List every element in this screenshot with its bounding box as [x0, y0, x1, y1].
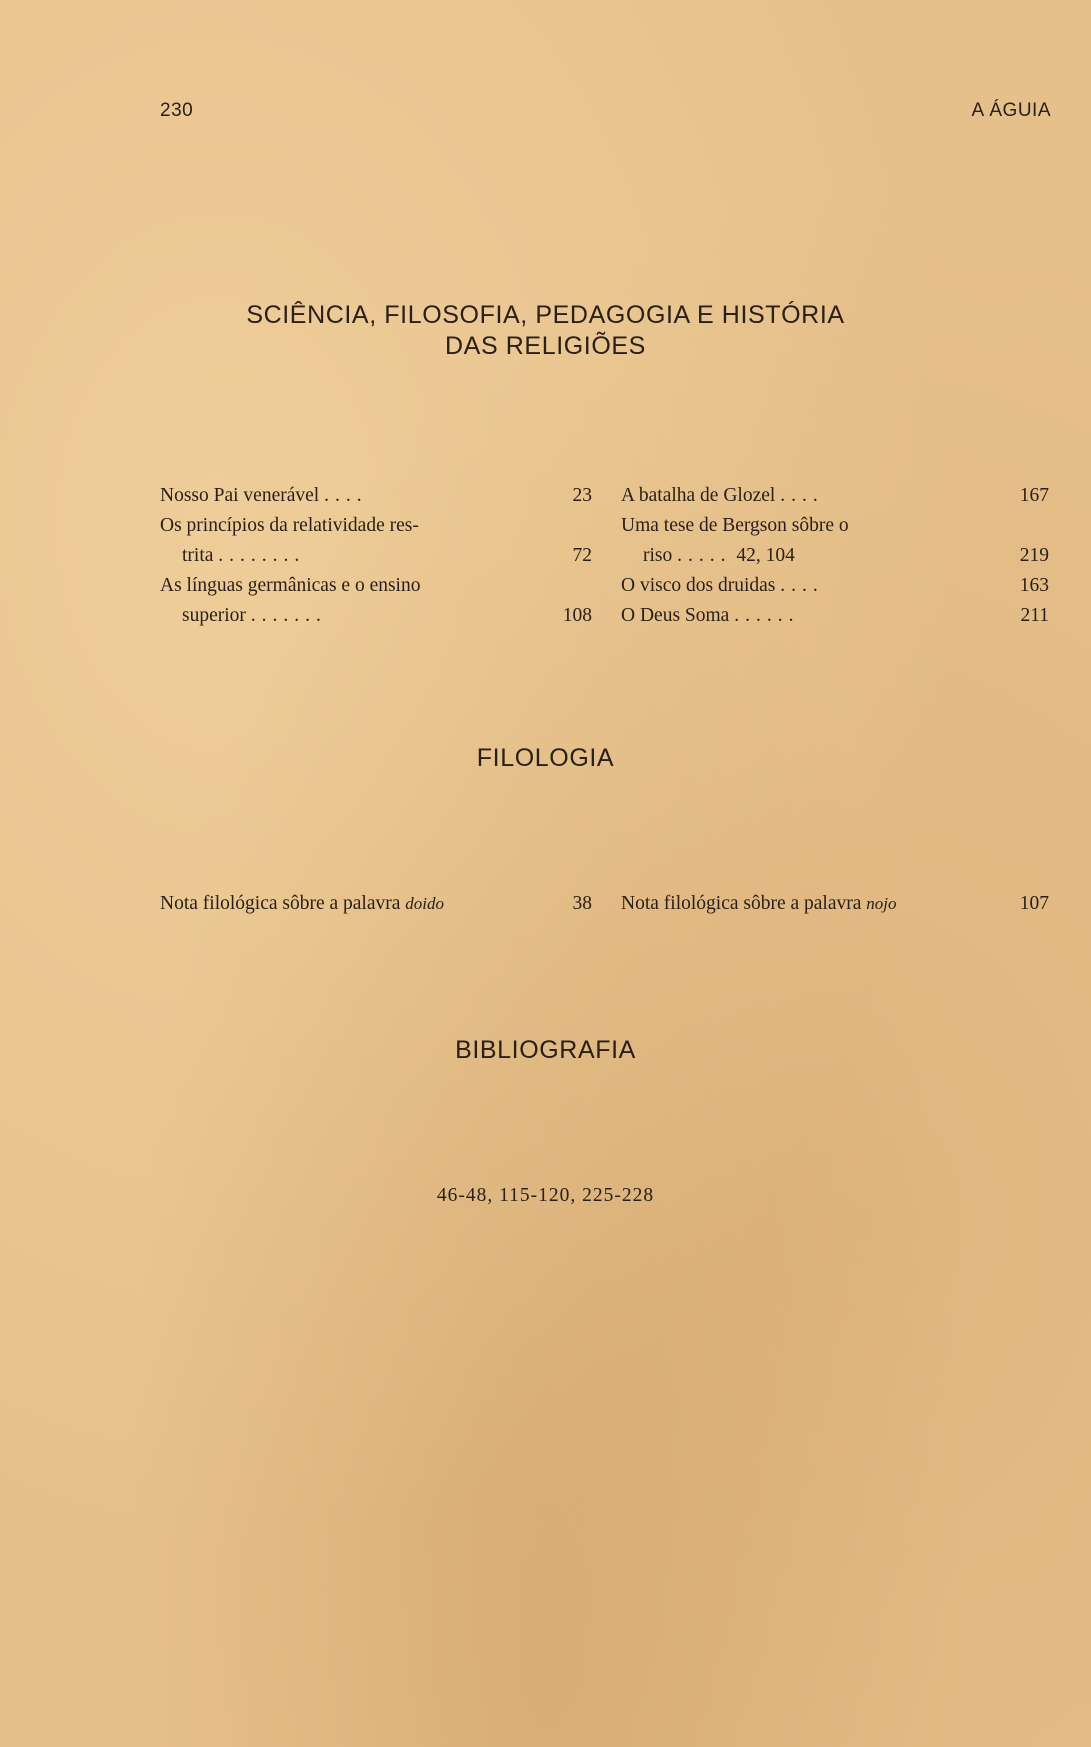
index-entry: [621, 541, 1049, 571]
page-number: 230: [160, 100, 194, 121]
entry-page: 107: [1019, 893, 1049, 914]
index-entry: [160, 601, 592, 631]
entry-title: A batalha de Glozel: [621, 485, 776, 506]
entry-title: Nota filológica sôbre a palavra: [621, 893, 862, 914]
leader-dots: ........: [218, 545, 306, 566]
entry-page: 23: [572, 485, 592, 506]
entry-word: nojo: [866, 894, 897, 913]
entry-title-line2: trita: [182, 545, 214, 566]
section-title-filologia: FILOLOGIA: [476, 744, 615, 772]
index-entry: [160, 893, 592, 915]
entry-page: 38: [572, 893, 592, 914]
leader-dots: .......: [250, 605, 327, 626]
entry-title-line1: Os princípios da relatividade res-: [160, 515, 419, 536]
index-entry: [621, 601, 1049, 631]
entry-title: Nosso Pai venerável: [160, 485, 320, 506]
leader-dots: ......: [734, 605, 800, 626]
index-entry: [621, 481, 1049, 511]
section-title-bibliografia: BIBLIOGRAFIA: [455, 1036, 636, 1064]
entry-page: 167: [1019, 485, 1049, 506]
entry-page: 163: [1019, 575, 1049, 596]
leader-dots: .....: [677, 545, 732, 566]
index-entry: [160, 541, 592, 571]
section-title-sciencia: [0, 300, 1091, 363]
bibliography-pages: 46-48, 115-120, 225-228: [436, 1185, 655, 1206]
entry-page: 211: [1020, 605, 1049, 626]
entry-title-line2: superior: [182, 605, 246, 626]
leader-dots: ....: [324, 485, 368, 506]
entry-page: 108: [562, 605, 592, 626]
entry-title-line1: Uma tese de Bergson sôbre o: [621, 515, 849, 536]
entry-title: Nota filológica sôbre a palavra: [160, 893, 401, 914]
index-left-column: [160, 481, 592, 631]
entry-title-line1: As línguas germânicas e o ensino: [160, 575, 421, 596]
entry-word: doido: [405, 894, 445, 913]
entry-title: O Deus Soma: [621, 605, 730, 626]
running-head: A ÁGUIA: [971, 100, 1051, 121]
index-entry: [621, 893, 1049, 915]
entry-title: O visco dos druidas: [621, 575, 776, 596]
entry-extra-pages: 42, 104: [736, 545, 795, 566]
leader-dots: ....: [780, 575, 824, 596]
section-title-line1: SCIÊNCIA, FILOSOFIA, PEDAGOGIA E HISTÓRIA: [246, 301, 845, 329]
index-right-column: [621, 481, 1049, 631]
index-entry: [621, 571, 1049, 601]
entry-page: 219: [1019, 545, 1049, 566]
index-entry: [160, 481, 592, 511]
entry-title-line2: riso: [643, 545, 673, 566]
section-title-line2: DAS RELIGIÕES: [445, 332, 646, 361]
entry-page: 72: [572, 545, 592, 566]
leader-dots: ....: [780, 485, 824, 506]
